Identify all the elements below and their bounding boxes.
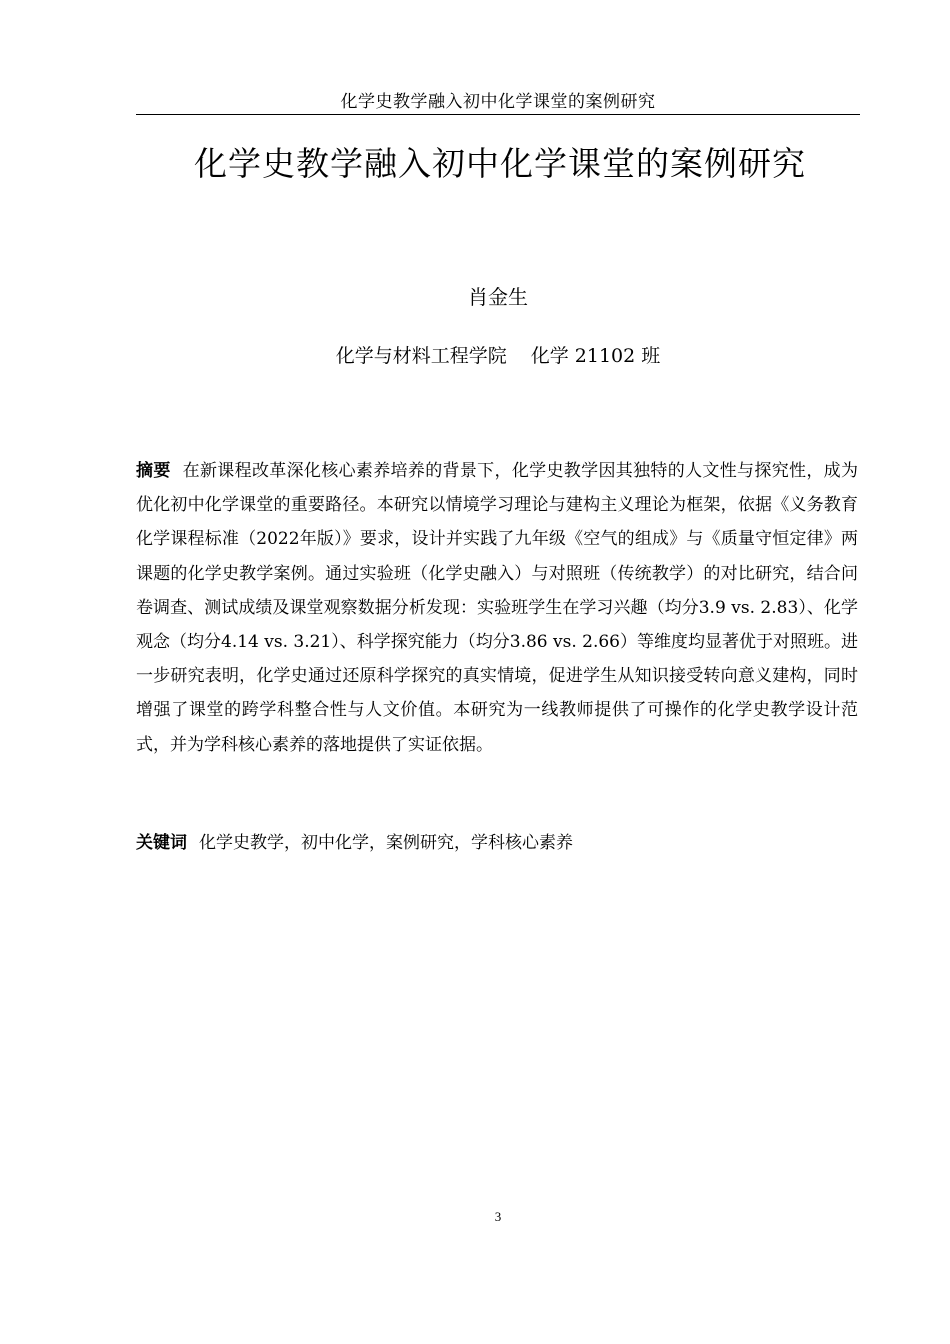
keywords-label: 关键词	[136, 833, 187, 853]
abstract-label: 摘要	[136, 461, 171, 481]
running-header: 化学史教学融入初中化学课堂的案例研究	[340, 92, 656, 112]
paper-title: 化学史教学融入初中化学课堂的案例研究	[194, 144, 806, 183]
class-name: 化学 21102 班	[530, 345, 661, 367]
keywords-text: 化学史教学，初中化学，案例研究，学科核心素养	[199, 833, 573, 853]
author-name: 肖金生	[468, 285, 528, 309]
author-affiliation	[136, 342, 860, 370]
page-number: 3	[494, 1209, 502, 1224]
abstract-paragraph	[136, 454, 858, 762]
keywords-line	[136, 826, 858, 860]
school-name: 化学与材料工程学院	[335, 345, 507, 367]
header-divider	[136, 114, 860, 115]
abstract-text: 在新课程改革深化核心素养培养的背景下，化学史教学因其独特的人文性与探究性，成为优化初中化学课堂的重要路径。本研究以情境学习理论与建构主义理论为框架，依据《义务教育化学课程标准（2022年版）》要求，设计并实践了九年级《空气的组成》与《质量守恒定律》两课题的化学史教学案例。通过实验班（化学史融入）与对照班（传统教学）的对比研究，结合问卷调查、测试成绩及课堂观察数据分析发现：实验班学生在学习兴趣（均分3.9 vs. 2.83）、化学观念（均分4.14 vs. 3.21）、科学探究能力（均分3.86 vs. 2.66）等维度均显著优于对照班。进一步研究表明，化学史通过还原科学探究的真实情境，促进学生从知识接受转向意义建构，同时增强了课堂的跨学科整合性与人文价值。本研究为一线教师提供了可操作的化学史教学设计范式，并为学科核心素养的落地提供了实证依据。	[136, 461, 859, 755]
